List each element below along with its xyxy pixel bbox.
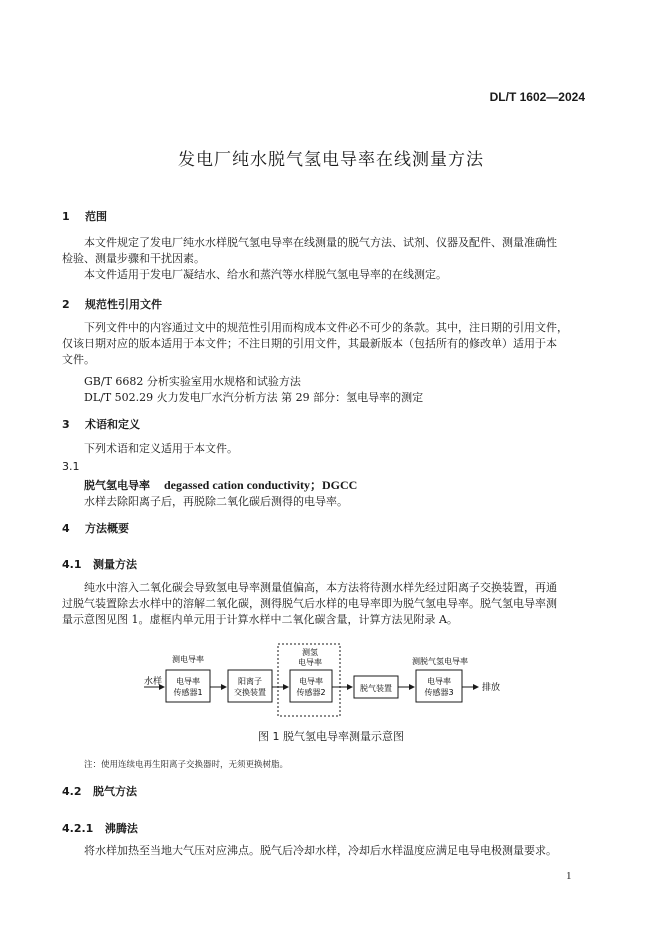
section-number: 3 bbox=[62, 418, 70, 431]
section-2-heading bbox=[62, 296, 162, 312]
figure-caption: 图 1 脱气氢电导率测量示意图 bbox=[258, 730, 404, 743]
section-title: 沸腾法 bbox=[104, 822, 138, 835]
section-number: 1 bbox=[62, 210, 70, 223]
text-line: 过脱气装置除去水样中的溶解二氧化碳，测得脱气后水样的电导率即为脱气氢电导率。脱气氢电导率测 bbox=[62, 597, 557, 610]
input-label: 水样 bbox=[144, 677, 163, 687]
sensor-2-box bbox=[290, 670, 332, 702]
standard-number: DL/T 1602—2024 bbox=[489, 90, 585, 104]
term-entry bbox=[84, 476, 357, 493]
output-label: 排放 bbox=[482, 683, 501, 693]
label-degassed-conductivity: 测脱气氢电导率 bbox=[412, 657, 468, 666]
section-1-paragraph-1 bbox=[62, 235, 590, 267]
text-line: 检验、测量步骤和干扰因素。 bbox=[62, 252, 205, 265]
subsection-4-1-heading bbox=[62, 556, 137, 572]
text-line: 文件。 bbox=[62, 353, 95, 366]
text-line: 本文件规定了发电厂纯水水样脱气氢电导率在线测量的脱气方法、试剂、仪器及配件、测量准确性 bbox=[84, 236, 557, 249]
text-line: 仅该日期对应的版本适用于本文件；不注日期的引用文件，其最新版本（包括所有的修改单）适用于本 bbox=[62, 337, 557, 350]
section-title: 规范性引用文件 bbox=[84, 298, 162, 311]
section-title: 测量方法 bbox=[93, 558, 137, 571]
page-number: 1 bbox=[566, 870, 572, 882]
section-1-heading bbox=[62, 208, 107, 224]
cation-exchanger-box bbox=[228, 670, 272, 702]
sensor-3-box bbox=[416, 670, 462, 702]
subsection-3-1-number: 3.1 bbox=[62, 460, 80, 473]
sensor-1-box bbox=[166, 670, 210, 702]
section-number: 4 bbox=[62, 522, 70, 535]
sensor-3-line-1: 电导率 bbox=[427, 677, 451, 686]
section-2-paragraph bbox=[62, 320, 590, 368]
section-4-2-1-paragraph: 将水样加热至当地大气压对应沸点。脱气后冷却水样，冷却后水样温度应满足电导电极测量要求。 bbox=[84, 844, 557, 857]
reference-gbt-6682: GB/T 6682 分析实验室用水规格和试验方法 bbox=[84, 375, 301, 388]
section-number: 4.2 bbox=[62, 785, 82, 798]
document-title: 发电厂纯水脱气氢电导率在线测量方法 bbox=[178, 150, 484, 170]
dashed-label-line-1: 测氢 bbox=[302, 648, 318, 657]
section-3-heading bbox=[62, 416, 140, 432]
degasser-label: 脱气装置 bbox=[360, 684, 392, 693]
exchanger-line-2: 交换装置 bbox=[234, 688, 266, 697]
sensor-2-line-2: 传感器2 bbox=[296, 688, 326, 697]
text-line: 量示意图见图 1。虚框内单元用于计算水样中二氧化碳含量，计算方法见附录 A。 bbox=[62, 613, 458, 626]
section-number: 2 bbox=[62, 298, 70, 311]
sensor-1-line-1: 电导率 bbox=[176, 677, 200, 686]
subsection-4-2-heading bbox=[62, 783, 137, 799]
dashed-label-line-2: 电导率 bbox=[298, 658, 322, 667]
exchanger-line-1: 阳离子 bbox=[238, 677, 262, 686]
measurement-diagram bbox=[130, 640, 550, 720]
label-conductivity: 测电导率 bbox=[172, 655, 204, 664]
sensor-1-line-2: 传感器1 bbox=[173, 688, 203, 697]
section-title: 术语和定义 bbox=[84, 418, 140, 431]
term-definition: 水样去除阳离子后，再脱除二氧化碳后测得的电导率。 bbox=[84, 495, 348, 508]
sensor-3-line-2: 传感器3 bbox=[424, 688, 454, 697]
section-title: 方法概要 bbox=[84, 522, 129, 535]
section-title: 范围 bbox=[84, 210, 107, 223]
section-4-heading bbox=[62, 520, 129, 536]
term-english: degassed cation conductivity；DGCC bbox=[164, 478, 358, 492]
section-number: 4.2.1 bbox=[62, 822, 94, 835]
section-1-paragraph-2: 本文件适用于发电厂凝结水、给水和蒸汽等水样脱气氢电导率的在线测定。 bbox=[84, 268, 447, 281]
term-chinese: 脱气氢电导率 bbox=[84, 479, 150, 492]
sensor-2-line-1: 电导率 bbox=[299, 677, 323, 686]
section-3-intro: 下列术语和定义适用于本文件。 bbox=[84, 442, 238, 455]
section-4-1-paragraph bbox=[62, 580, 590, 628]
section-number: 4.1 bbox=[62, 558, 82, 571]
reference-dlt-502-29: DL/T 502.29 火力发电厂水汽分析方法 第 29 部分：氢电导率的测定 bbox=[84, 391, 424, 404]
figure-note: 注：使用连续电再生阳离子交换器时，无须更换树脂。 bbox=[84, 760, 289, 770]
text-line: 纯水中溶入二氧化碳会导致氢电导率测量值偏高，本方法将待测水样先经过阳离子交换装置，再通 bbox=[84, 581, 557, 594]
subsection-4-2-1-heading bbox=[62, 820, 138, 836]
text-line: 下列文件中的内容通过文中的规范性引用而构成本文件必不可少的条款。其中，注日期的引用文件， bbox=[84, 321, 568, 334]
section-title: 脱气方法 bbox=[93, 785, 137, 798]
